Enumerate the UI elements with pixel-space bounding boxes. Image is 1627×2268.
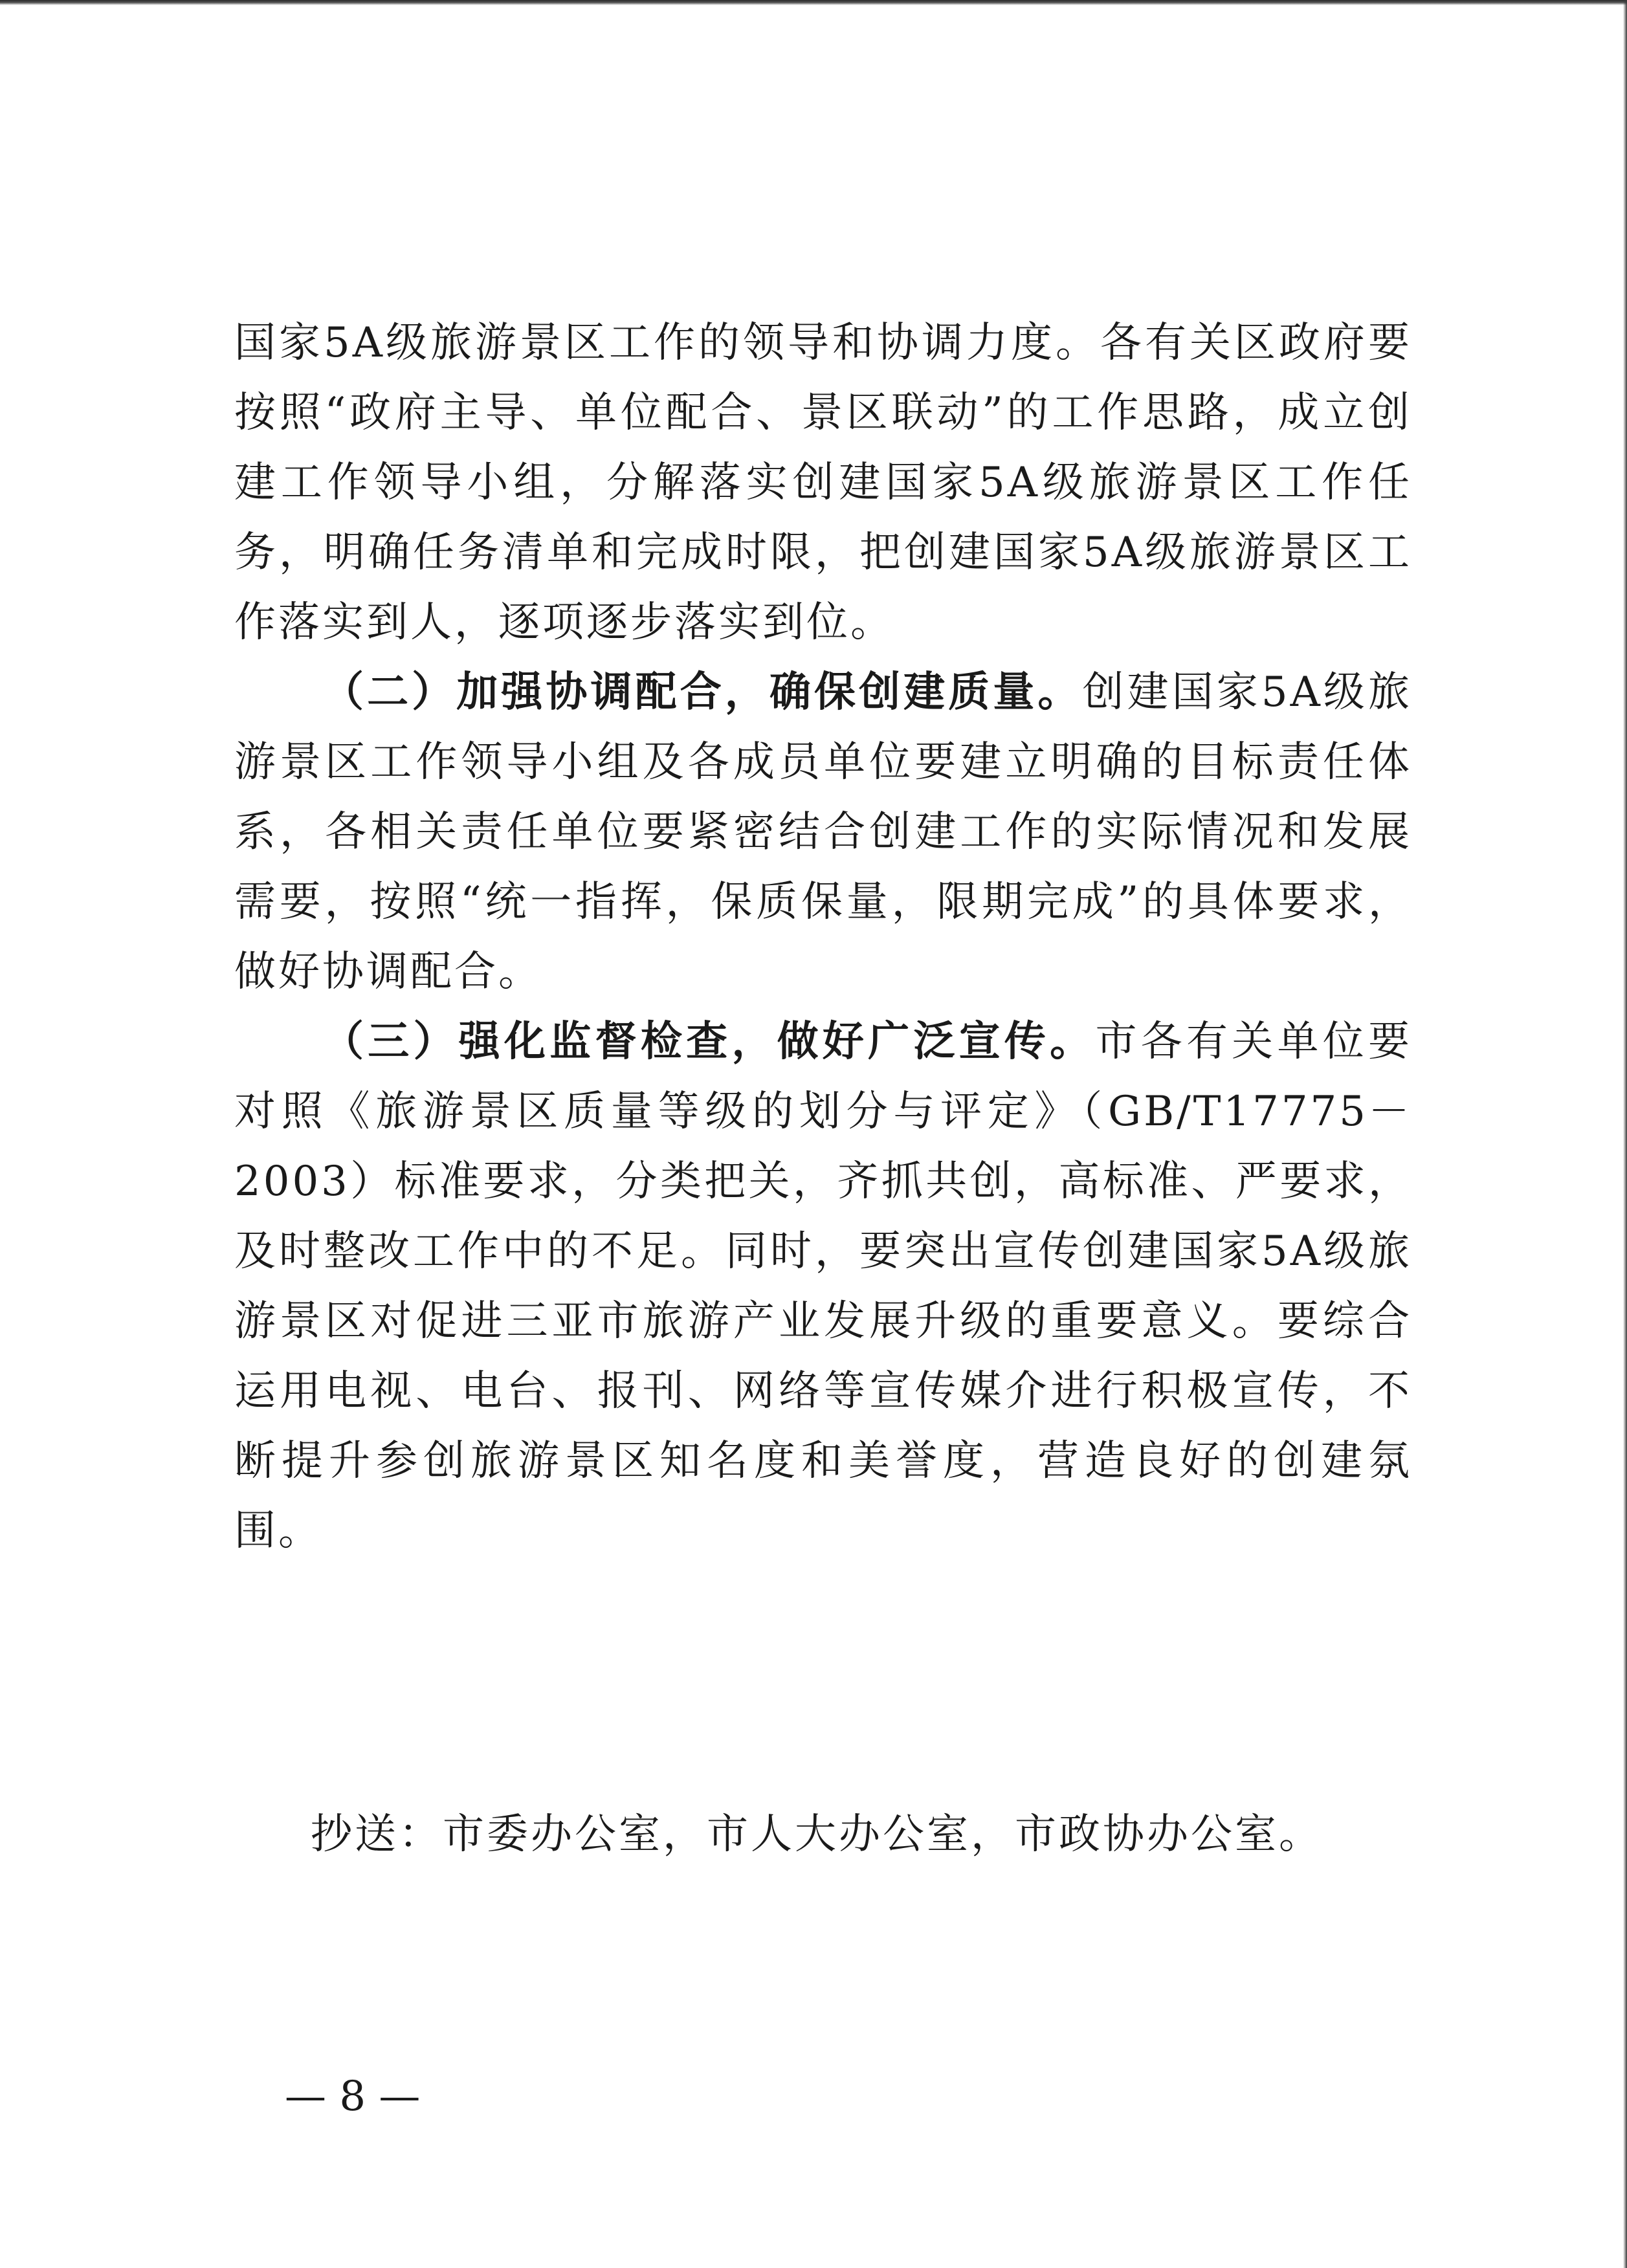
paragraph-3 [234, 1007, 1412, 1566]
page-number: — 8 — [285, 2073, 421, 2120]
body-text [234, 308, 1412, 1566]
cc-line: 抄送：市委办公室，市人大办公室，市政协办公室。 [311, 1811, 1323, 1858]
paragraph-2-body: 创建国家5A级旅游景区工作领导小组及各成员单位要建立明确的目标责任体系，各相关责任单位要紧密结合创建工作的实际情况和发展需要，按照“统一指挥，保质保量，限期完成”的具体要求，做好协调配合。 [234, 668, 1413, 996]
paragraph-3-heading: （三）强化监督检查，做好广泛宣传。 [322, 1017, 1096, 1066]
paragraph-2-heading: （二）加强协调配合，确保创建质量。 [322, 668, 1083, 716]
paragraph-2 [234, 657, 1412, 1007]
scan-edge-right [1623, 0, 1627, 2268]
scan-edge-top [0, 0, 1627, 5]
paragraph-3-body: 市各有关单位要对照《旅游景区质量等级的划分与评定》（GB/T17775－2003）标准要求，分类把关，齐抓共创，高标准、严要求，及时整改工作中的不足。同时，要突出宣传创建国家5A级旅游景区对促进三亚市旅游产业发展升级的重要意义。要综合运用电视、电台、报刊、网络等宣传媒介进行积极宣传，不断提升参创旅游景区知名度和美誉度，营造良好的创建氛围。 [234, 1018, 1413, 1555]
paragraph-1: 国家5A级旅游景区工作的领导和协调力度。各有关区政府要按照“政府主导、单位配合、景区联动”的工作思路，成立创建工作领导小组，分解落实创建国家5A级旅游景区工作任务，明确任务清单和完成时限，把创建国家5A级旅游景区工作落实到人，逐项逐步落实到位。 [234, 319, 1412, 646]
